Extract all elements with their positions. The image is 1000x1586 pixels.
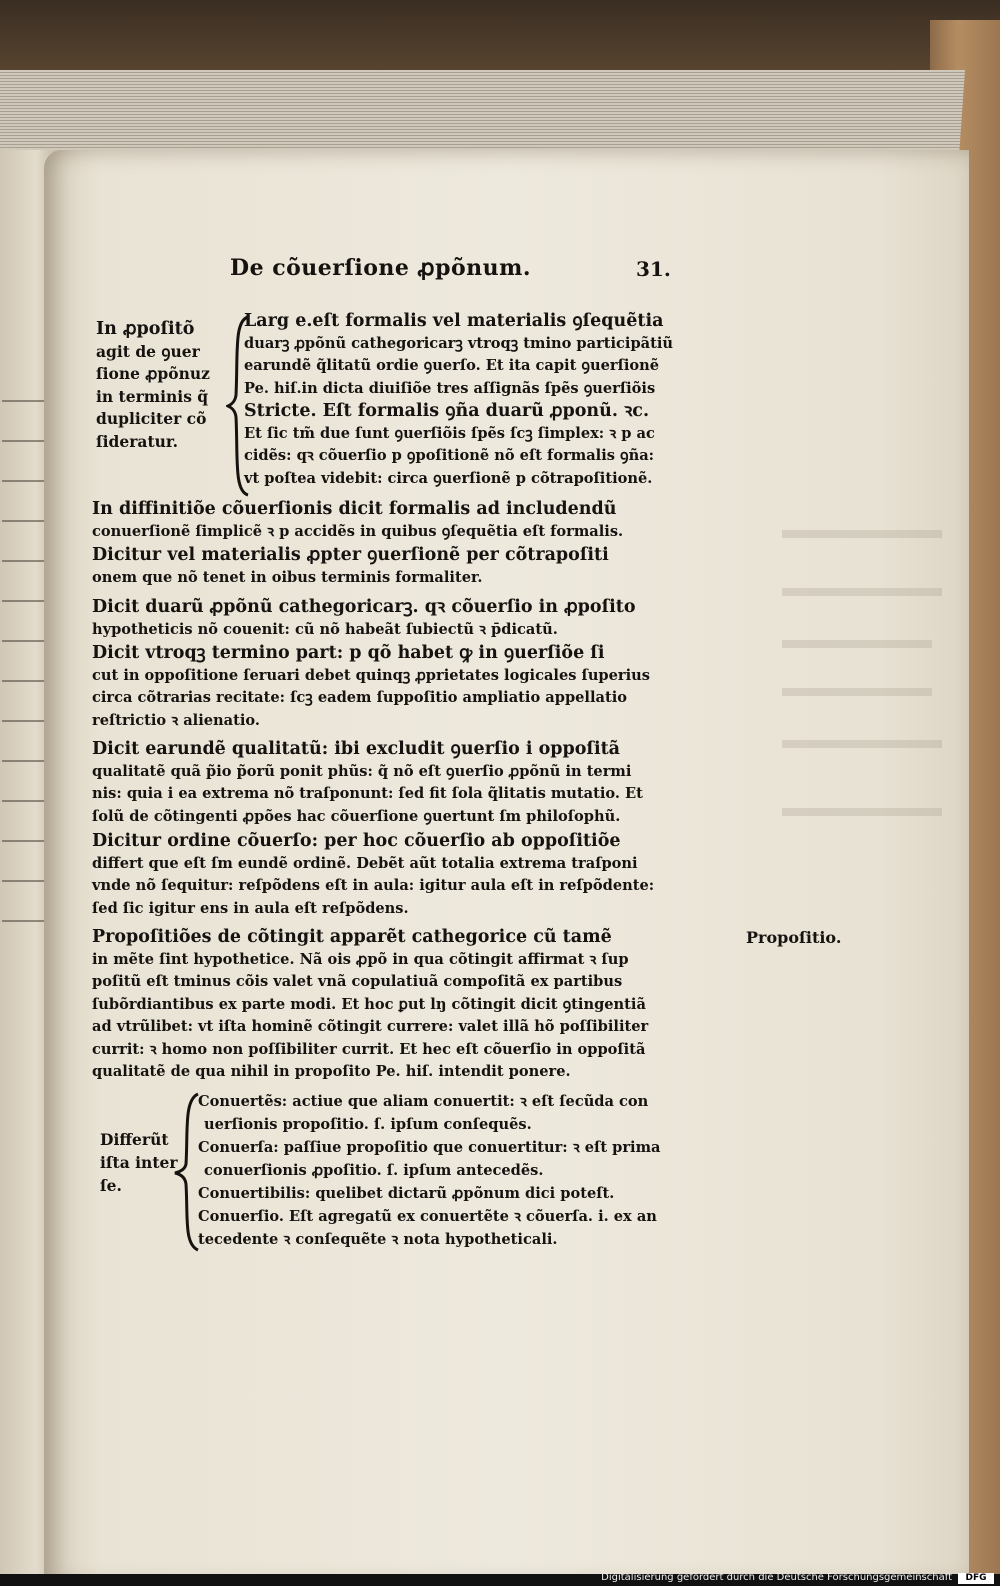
- paragraph-4: [92, 642, 712, 732]
- folio-number: 31.: [636, 257, 671, 281]
- margin-note-line: ſe.: [100, 1176, 122, 1195]
- text-line: hypotheticis nõ couenit: cũ nõ habeãt ſubiectũ ꝛ p̄dicatũ.: [92, 620, 558, 638]
- text-line: ſed ſic igitur ens in aula eſt reſpõdens.: [92, 899, 409, 917]
- text-line: Pe. hiſ.in dicta diuiſiõe tres aſſignãs ſpẽs ꝯuerſiõis: [244, 379, 656, 397]
- text-line: poſitũ eſt tminus cõis valet vnã copulatiuã compoſitã ex partibus: [92, 973, 623, 990]
- text-line: nis: quia i ea extrema nõ traſponunt: ſed fit ſola q̃litatis mutatio. Et: [92, 785, 643, 802]
- paragraph-6: [92, 830, 712, 920]
- margin-note-line: in terminis q̃: [96, 386, 209, 406]
- text-line: Et ſic tm̃ due ſunt ꝯuerſiõis ſpẽs ſcꝫ ſimplex: ꝛ p ac: [244, 424, 655, 442]
- text-line: onem que nõ tenet in oibus terminis formaliter.: [92, 568, 483, 586]
- text-line: duarꝫ ꝓpõnũ cathegoricarꝫ vtroqꝫ tmino participãtiũ: [244, 334, 674, 352]
- text-line: currit: ꝛ homo non poſſibiliter currit. Et hec eſt cõuerſio in oppoſitã: [92, 1040, 646, 1058]
- text-line: Conuerſio. Eſt agregatũ ex conuertẽte ꝛ cõuerſa. i. ex an: [198, 1208, 657, 1225]
- margin-note-line: agit de ꝯuer: [96, 341, 200, 361]
- text-line: Dicit duarũ ꝓpõnũ cathegoricarꝫ. qꝛ cõuerſio in ꝓpoſito: [92, 597, 636, 617]
- paragraph-7: [92, 926, 712, 1084]
- text-line: Propoſitiões de cõtingit apparẽt cathegorice cũ tamẽ: [92, 927, 612, 947]
- text-line: ſolũ de cõtingenti ꝓpões hac cõuerſione ꝯuertunt ſm philoſophũ.: [92, 807, 621, 825]
- text-line: Conuerſa: paſſiue propoſitio que conuertitur: ꝛ eſt prima: [198, 1139, 661, 1156]
- text-line: vt poſtea videbit: circa ꝯuerſionẽ p cõtrapoſitionẽ.: [244, 469, 653, 487]
- text-line: Dicitur vel materialis ꝓpter ꝯuerſionẽ per cõtrapoſiti: [92, 545, 609, 565]
- text-line: conuerſionis ꝓpoſitio. ſ. ipſum antecedẽs.: [204, 1162, 544, 1179]
- text-line: In diffinitiõe cõuerſionis dicit formalis ad includendũ: [92, 499, 617, 519]
- text-line: Dicit earundẽ qualitatũ: ibi excludit ꝯuerſio i oppoſitã: [92, 739, 621, 759]
- last-block-text: [198, 1090, 713, 1251]
- margin-note-line: Differũt: [100, 1130, 169, 1149]
- dfg-logo: DFG: [958, 1573, 994, 1584]
- text-line: vnde nõ ſequitur: reſpõdens eſt in aula: igitur aula eſt in reſpõdente:: [92, 877, 655, 894]
- text-line: ad vtrũlibet: vt iſta hominẽ cõtingit currere: valet illã hõ poſſibiliter: [92, 1018, 649, 1035]
- footer-credit: Digitalisierung gefördert durch die Deutsche Forschungsgemeinschaft: [601, 1572, 952, 1583]
- running-head: De cõuerſione ꝓpõnum.: [230, 255, 532, 281]
- text-line: cut in oppoſitione ſeruari debet quinqꝫ ꝓprietates logicales ſuperius: [92, 666, 650, 684]
- paragraph-3: [92, 596, 712, 641]
- text-line: Larg e.eſt formalis vel materialis ꝯſequẽtia: [244, 311, 664, 331]
- paragraph-1: [92, 498, 712, 543]
- paragraph-5: [92, 738, 712, 828]
- margin-note-first: [96, 318, 231, 453]
- margin-note-line: ſideratur.: [96, 431, 179, 451]
- text-line: in mẽte ſint hypothetice. Nã ois ꝓpõ in qua cõtingit affirmat ꝛ ſup: [92, 950, 629, 968]
- text-line: Conuertibilis: quelibet dictarũ ꝓpõnum dici poteſt.: [198, 1185, 615, 1202]
- paragraph-2: [92, 544, 712, 589]
- text-line: Conuertẽs: actiue que aliam conuertit: ꝛ eſt ſecũda con: [198, 1093, 649, 1110]
- text-line: reſtrictio ꝛ alienatio.: [92, 711, 260, 729]
- text-line: Dicit vtroqꝫ termino part: p qõ habet ꝙ in ꝯuerſiõe ſi: [92, 643, 605, 663]
- text-line: conuerſionẽ ſimplicẽ ꝛ p accidẽs in quibus ꝯſequẽtia eſt formalis.: [92, 522, 624, 540]
- text-line: tecedente ꝛ conſequẽte ꝛ nota hypotheticali.: [198, 1231, 558, 1248]
- text-line: Dicitur ordine cõuerſo: per hoc cõuerſio ab oppoſitiõe: [92, 831, 621, 851]
- text-line: cidẽs: qꝛ cõuerſio p ꝯpoſitionẽ nõ eſt formalis ꝯña:: [244, 447, 655, 464]
- margin-note-line: dupliciter cõ: [96, 409, 207, 428]
- text-line: ſubõrdiantibus ex parte modi. Et hoc ꝑut lŋ cõtingit dicit ꝯtingentiã: [92, 995, 646, 1013]
- text-line: differt que eſt ſm eundẽ ordinẽ. Debẽt aũt totalia extrema traſponi: [92, 854, 638, 872]
- text-line: qualitatẽ quã p̃io p̃orũ ponit phũs: q̃ nõ eſt ꝯuerſio ꝓpõnũ in termi: [92, 762, 632, 780]
- text-line: circa cõtrarias recitate: ſcꝫ eadem ſuppoſitio ampliatio appellatio: [92, 689, 627, 706]
- text-line: earundẽ q̃litatũ ordie ꝯuerſo. Et ita capit ꝯuerſionẽ: [244, 357, 660, 374]
- first-block-text: [244, 310, 714, 490]
- margin-note-line: ſione ꝓpõnuz: [96, 364, 210, 383]
- margin-note-line: iſta inter: [100, 1153, 178, 1172]
- margin-note-line: In ꝓpoſitõ: [96, 319, 195, 339]
- side-note: Propoſitio.: [746, 928, 842, 947]
- text-line: qualitatẽ de qua nihil in propoſito Pe. hiſ. intendit ponere.: [92, 1063, 571, 1080]
- text-line: uerſionis propoſitio. ſ. ipſum conſequẽs.: [204, 1116, 532, 1133]
- margin-note-last: [100, 1128, 178, 1197]
- text-line: Stricte. Eſt formalis ꝯña duarũ ꝓponũ. ꝛc.: [244, 401, 650, 421]
